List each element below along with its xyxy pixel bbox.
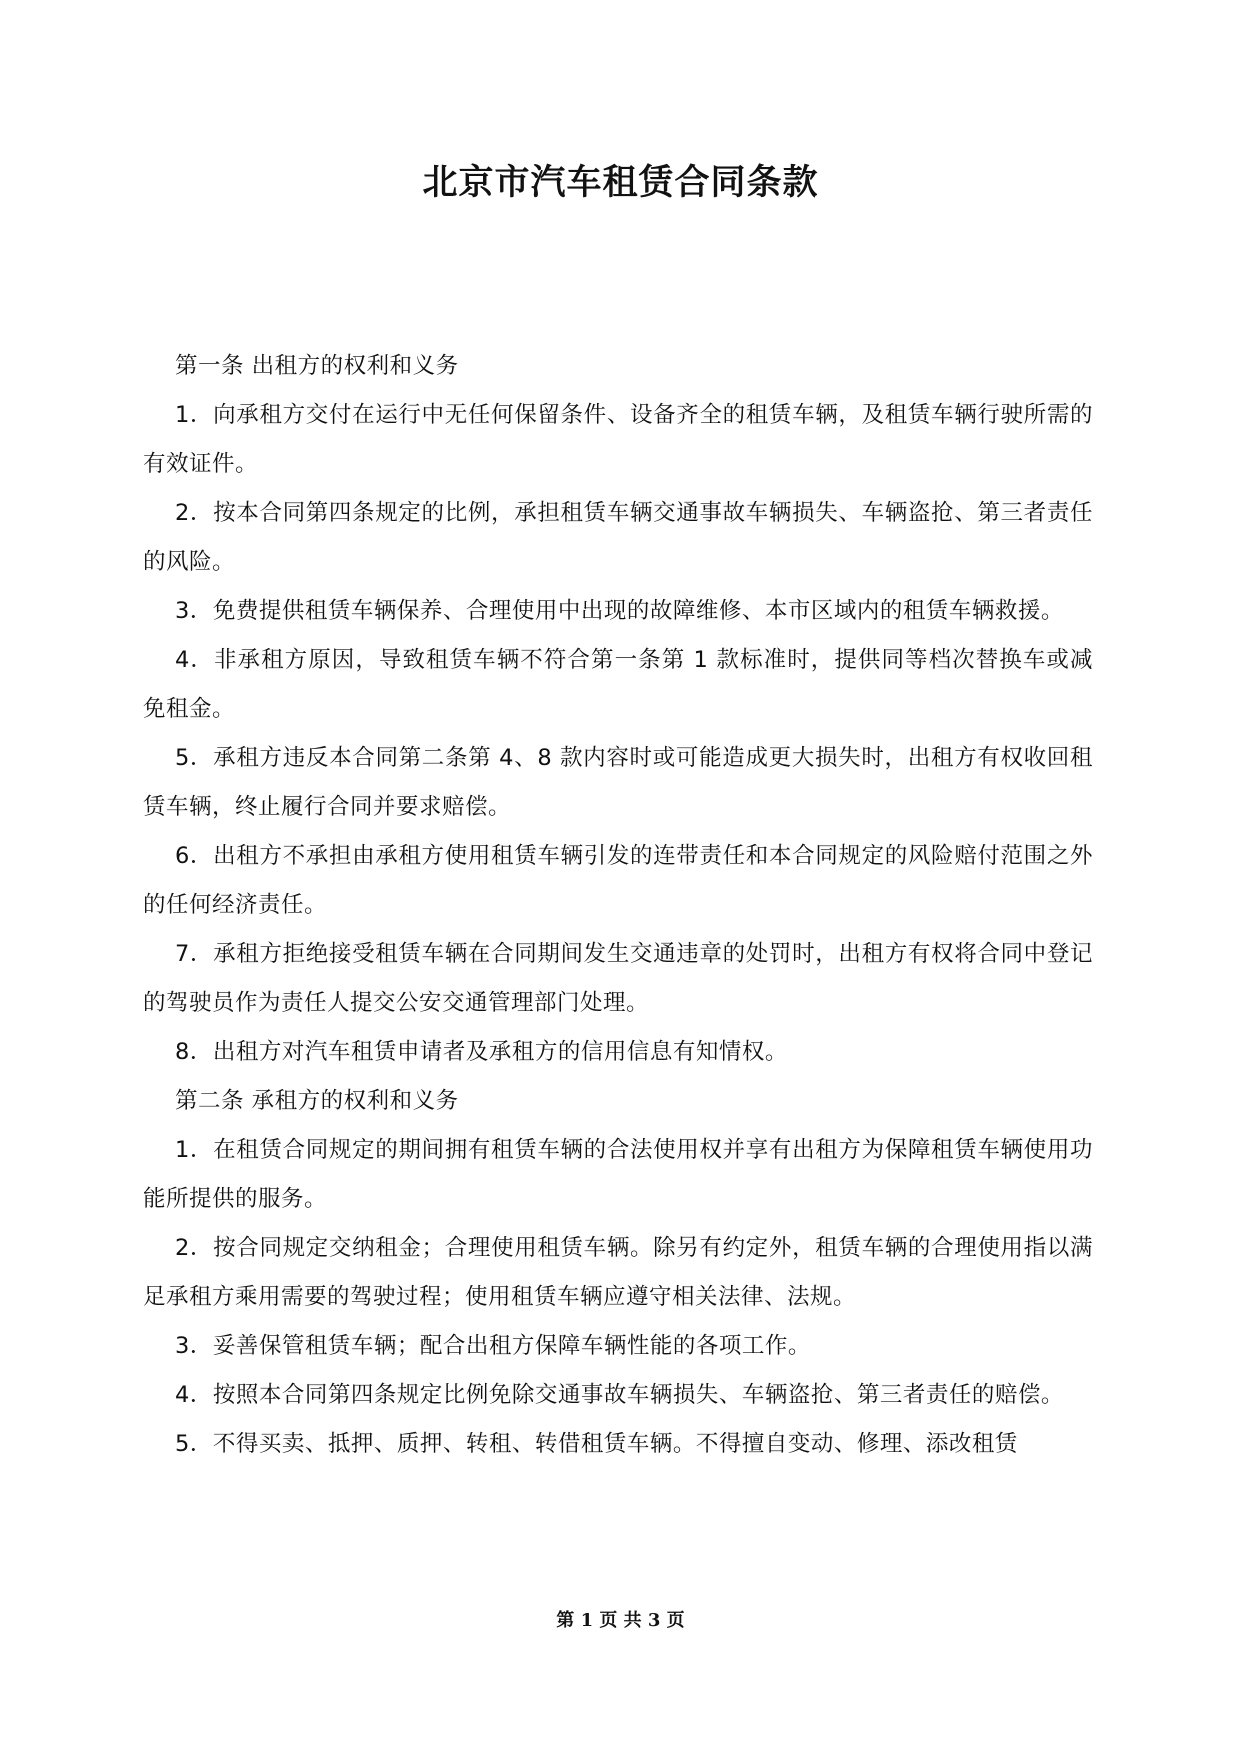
article-1-clause-4: 4．非承租方原因，导致租赁车辆不符合第一条第 1 款标准时，提供同等档次替换车或减免租金。 — [143, 647, 1093, 722]
article-2-clause-1: 1．在租赁合同规定的期间拥有租赁车辆的合法使用权并享有出租方为保障租赁车辆使用功能所提供的服务。 — [143, 1137, 1093, 1212]
document-title: 北京市汽车租赁合同条款 — [422, 163, 819, 203]
article-1-clause-6: 6．出租方不承担由承租方使用租赁车辆引发的连带责任和本合同规定的风险赔付范围之外的任何经济责任。 — [143, 843, 1093, 918]
article-1-clause-3: 3．免费提供租赁车辆保养、合理使用中出现的故障维修、本市区域内的租赁车辆救援。 — [175, 598, 1064, 624]
article-1-clause-5: 5．承租方违反本合同第二条第 4、8 款内容时或可能造成更大损失时，出租方有权收回租赁车辆，终止履行合同并要求赔偿。 — [143, 745, 1093, 820]
article-2-heading: 第二条 承租方的权利和义务 — [175, 1088, 459, 1114]
page-number-footer: 第 1 页 共 3 页 — [556, 1610, 685, 1631]
article-1-clause-2: 2．按本合同第四条规定的比例，承担租赁车辆交通事故车辆损失、车辆盗抢、第三者责任的风险。 — [143, 500, 1093, 575]
article-1-clause-8: 8．出租方对汽车租赁申请者及承租方的信用信息有知情权。 — [175, 1039, 788, 1065]
article-1-heading: 第一条 出租方的权利和义务 — [175, 353, 459, 379]
document-body — [143, 342, 1093, 1469]
article-2-clause-5: 5．不得买卖、抵押、质押、转租、转借租赁车辆。不得擅自变动、修理、添改租赁 — [175, 1431, 1018, 1457]
article-2-clause-2: 2．按合同规定交纳租金；合理使用租赁车辆。除另有约定外，租赁车辆的合理使用指以满足承租方乘用需要的驾驶过程；使用租赁车辆应遵守相关法律、法规。 — [143, 1235, 1093, 1310]
article-2-clause-3: 3．妥善保管租赁车辆；配合出租方保障车辆性能的各项工作。 — [175, 1333, 811, 1359]
article-1-clause-1: 1．向承租方交付在运行中无任何保留条件、设备齐全的租赁车辆，及租赁车辆行驶所需的有效证件。 — [143, 402, 1093, 477]
article-1-clause-7: 7．承租方拒绝接受租赁车辆在合同期间发生交通违章的处罚时，出租方有权将合同中登记的驾驶员作为责任人提交公安交通管理部门处理。 — [143, 941, 1093, 1016]
article-2-clause-4: 4．按照本合同第四条规定比例免除交通事故车辆损失、车辆盗抢、第三者责任的赔偿。 — [175, 1382, 1064, 1408]
